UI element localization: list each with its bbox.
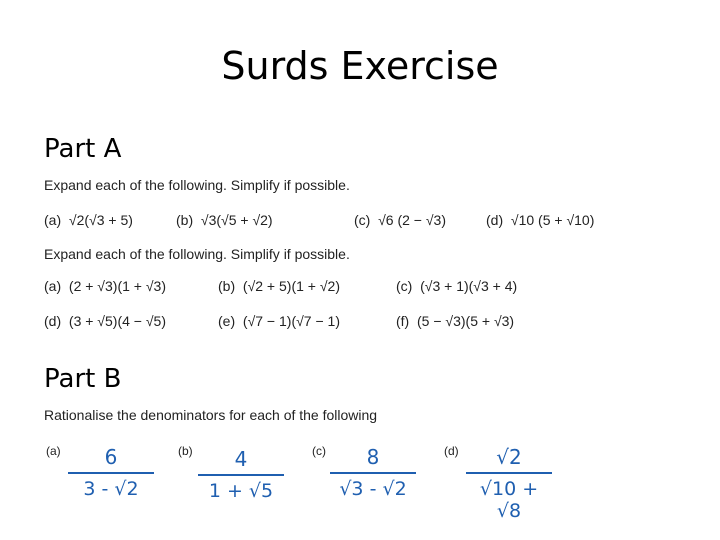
fraction-c	[330, 446, 416, 500]
fraction-c-numerator: 8	[366, 445, 380, 469]
exercise-1b: (b) √3(√5 + √2)	[176, 212, 273, 228]
fraction-d-label: (d)	[444, 444, 459, 458]
fraction-b	[198, 448, 284, 502]
exercise-2f: (f) (5 − √3)(5 + √3)	[396, 313, 515, 329]
fraction-d	[466, 445, 552, 522]
fraction-a-numerator: 6	[104, 445, 118, 469]
fraction-a-bar	[68, 472, 154, 474]
exercise-1c: (c) √6 (2 − √3)	[354, 212, 447, 228]
exercise-2b: (b) (√2 + 5)(1 + √2)	[218, 278, 340, 294]
fraction-d-bar	[466, 472, 552, 474]
exercise-2d: (d) (3 + √5)(4 − √5)	[44, 313, 166, 329]
part-b-heading: Part B	[44, 364, 122, 394]
exercise-1d: (d) √10 (5 + √10)	[486, 212, 595, 228]
exercise-2c: (c) (√3 + 1)(√3 + 4)	[396, 278, 518, 294]
fraction-c-bar	[330, 472, 416, 474]
fraction-a-denominator: 3 - √2	[83, 478, 139, 500]
fraction-a	[68, 446, 154, 500]
fraction-b-bar	[198, 474, 284, 476]
fraction-a-label: (a)	[46, 444, 61, 458]
fraction-b-numerator: 4	[234, 447, 248, 471]
fraction-d-numerator: √2	[496, 445, 522, 469]
exercise-2e: (e) (√7 − 1)(√7 − 1)	[218, 313, 340, 329]
exercise-2a: (a) (2 + √3)(1 + √3)	[44, 278, 166, 294]
part-b-instruction: Rationalise the denominators for each of the following	[44, 407, 378, 423]
page-title: Surds Exercise	[221, 44, 499, 88]
fraction-b-label: (b)	[178, 444, 193, 458]
fraction-c-denominator: √3 - √2	[339, 478, 407, 500]
exercise-1a: (a) √2(√3 + 5)	[44, 212, 133, 228]
fraction-d-denominator: √10 + √8	[479, 478, 539, 522]
part-a-heading: Part A	[44, 134, 122, 164]
fraction-b-denominator: 1 + √5	[208, 480, 274, 502]
part-a-instruction-2: Expand each of the following. Simplify if possible.	[44, 246, 350, 262]
part-a-instruction-1: Expand each of the following. Simplify if possible.	[44, 177, 350, 193]
fraction-c-label: (c)	[312, 444, 326, 458]
